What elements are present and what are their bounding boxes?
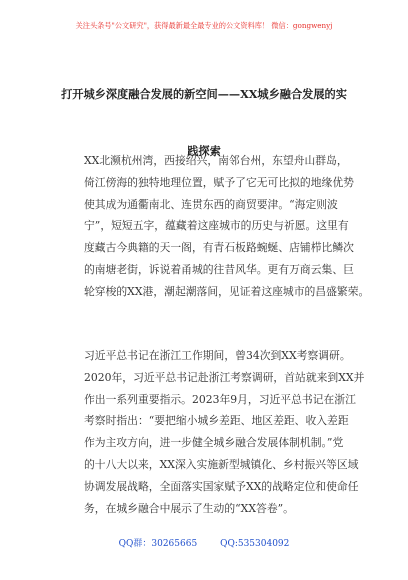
paragraph-line: 的南塘老街，诉说着甬城的往昔风华。更有万商云集、巨	[84, 262, 354, 276]
paragraph-line: 作出一系列重要指示。2023年9月，习近平总书记在浙江	[84, 392, 356, 406]
paragraph-line: 轮穿梭的XX港，潮起潮落间，见证着这座城市的昌盛繁荣。	[84, 284, 370, 298]
paragraph-line: 协调发展战略，全面落实国家赋予XX的战略定位和使命任	[84, 479, 359, 493]
qq-group-number: QQ群：30265665	[118, 539, 198, 549]
paragraph-line: 作为主攻方向，进一步健全城乡融合发展体制机制。”党	[84, 436, 344, 450]
paragraph-line: XX北濒杭州湾，西接绍兴，南邻台州，东望舟山群岛，	[84, 154, 348, 167]
paragraph-line: 倚江傍海的独特地理位置，赋予了它无可比拟的地缘优势	[84, 175, 354, 189]
paragraph-line: 使其成为通衢南北、连贯东西的商贸要津。“海定则波	[84, 197, 338, 211]
paragraph-1	[84, 150, 370, 303]
paragraph-line: 务，在城乡融合中展示了生动的“XX答卷”。	[84, 501, 294, 515]
promo-banner: 关注头条号"公文研究"，获得最新最全最专业的公文资料库！ 微信：gongwenyj	[75, 21, 333, 30]
paragraph-line: 的十八大以来，XX深入实施新型城镇化、乡村振兴等区域	[84, 457, 359, 471]
paragraph-line: 考察时指出：“要把缩小城乡差距、地区差距、收入差距	[84, 414, 349, 428]
paragraph-line: 2020年，习近平总书记赴浙江考察调研，首站就来到XX并	[84, 370, 365, 384]
qq-number: QQ:535304092	[220, 539, 290, 549]
contact-footer	[0, 536, 408, 549]
paragraph-line: 度藏古今典籍的天一阁，有青石板路蜿蜒、店铺栉比鳞次	[84, 241, 354, 255]
title-line-1: 打开城乡深度融合发展的新空间——XX城乡融合发展的实	[61, 87, 347, 101]
paragraph-line: 宁”，短短五字，蕴藏着这座城市的历史与祈愿。这里有	[84, 219, 349, 233]
title-line-2: 践探索	[187, 144, 221, 158]
paragraph-line: 习近平总书记在浙江工作期间，曾34次到XX考察调研。	[84, 349, 351, 362]
paragraph-2	[84, 345, 365, 519]
